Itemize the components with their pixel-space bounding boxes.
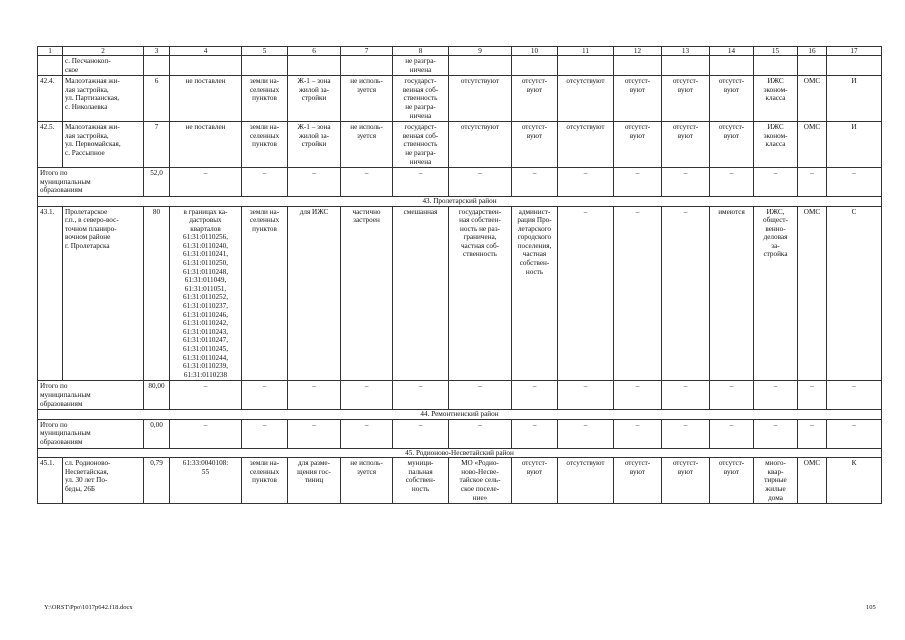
gas-cell: отсутст- вуют (662, 122, 710, 168)
empty-dash-cell: – (662, 381, 710, 410)
empty-dash-cell: – (449, 168, 512, 197)
restrictions-cell: отсутствуют (558, 458, 614, 504)
empty-dash-cell: – (393, 381, 449, 410)
empty-dash-cell: – (614, 168, 662, 197)
empty-dash-cell: – (710, 168, 754, 197)
empty-dash-cell: – (170, 168, 242, 197)
empty-dash-cell: – (393, 419, 449, 448)
table-row (38, 458, 882, 504)
empty-dash-cell: – (288, 419, 341, 448)
empty-dash-cell: – (754, 168, 798, 197)
use-type-cell: Ж-1 – зона жилой за- стройки (288, 76, 341, 122)
power-cell: отсутст- вуют (710, 76, 754, 122)
gas-cell: отсутст- вуют (662, 458, 710, 504)
empty-dash-cell: – (798, 168, 827, 197)
land-category-cell: земли на- селенных пунктов (242, 206, 288, 381)
priority-cell: И (827, 122, 882, 168)
authority-cell: ОМС (798, 206, 827, 381)
row-number-cell: 42.4. (38, 76, 63, 122)
area-cell: 0,79 (144, 458, 170, 504)
area-cell (144, 56, 170, 76)
column-number: 12 (614, 47, 662, 56)
empty-dash-cell: – (662, 168, 710, 197)
ownership-cell: муници- пальная собствен- ность (393, 458, 449, 504)
priority-cell: С (827, 206, 882, 381)
usage-state-cell: не исполь- зуется (341, 76, 393, 122)
encumbrance-cell: отсутст- вуют (512, 122, 558, 168)
encumbrance-cell: отсутст- вуют (512, 76, 558, 122)
restrictions-cell: – (558, 206, 614, 381)
priority-cell: И (827, 76, 882, 122)
total-area-value: 52,0 (144, 168, 170, 197)
empty-dash-cell: – (614, 381, 662, 410)
table-row (38, 206, 882, 381)
restrictions-cell: отсутствуют (558, 122, 614, 168)
cadastral-cell: в границах ка- дастровых кварталов 61:31:0110256, 61:31:0110240, 61:31:0110241, 61:31:0110250, 61:31:0110248, 61:31:011049, 61:31:011051, 61:31:0110252, 61:31:0110237, 61:31:0110246, 61:31:0110242, 61:31:0110243, 61:31:0110247, 61:31:0110245, 61:31:0110244, 61:31:0110239, 61:31:0110238 (170, 206, 242, 381)
table-row (38, 122, 882, 168)
empty-dash-cell: – (662, 419, 710, 448)
total-row (38, 419, 882, 448)
empty-dash-cell: – (827, 419, 882, 448)
owner-cell: отсутствуют (449, 122, 512, 168)
usage-state-cell (341, 56, 393, 76)
usage-state-cell: частично застроен (341, 206, 393, 381)
authority-cell (798, 56, 827, 76)
ownership-cell: государст- венная соб- ственность не разгра- ничена (393, 122, 449, 168)
owner-cell: МО «Родио- ново-Несве- тайское сель- ское поселе- ние» (449, 458, 512, 504)
land-category-cell: земли на- селенных пунктов (242, 122, 288, 168)
column-number: 4 (170, 47, 242, 56)
water-cell (614, 56, 662, 76)
empty-dash-cell: – (288, 381, 341, 410)
column-number: 11 (558, 47, 614, 56)
cadastral-cell (170, 56, 242, 76)
authority-cell: ОМС (798, 458, 827, 504)
table-row (38, 76, 882, 122)
owner-cell: отсутствуют (449, 76, 512, 122)
encumbrance-cell (512, 56, 558, 76)
use-type-cell (288, 56, 341, 76)
priority-cell: К (827, 458, 882, 504)
section-title: 44. Ремонтненский район (38, 410, 882, 420)
column-number: 1 (38, 47, 63, 56)
use-type-cell: для ИЖС (288, 206, 341, 381)
empty-dash-cell: – (242, 419, 288, 448)
empty-dash-cell: – (558, 168, 614, 197)
land-plots-table (37, 46, 882, 504)
owner-cell: государствен- ная собствен- ность не раз- граничена, частная соб- ственность (449, 206, 512, 381)
empty-dash-cell: – (288, 168, 341, 197)
authority-cell: ОМС (798, 76, 827, 122)
location-cell: Пролетарское г.п., в северо-вос- точном планиро- вочном районе г. Пролетарска (63, 206, 144, 381)
encumbrance-cell: админист- рация Про- летарского городского поселения, частная собствен- ность (512, 206, 558, 381)
section-title: 43. Пролетарский район (38, 196, 882, 206)
empty-dash-cell: – (242, 168, 288, 197)
empty-dash-cell: – (512, 168, 558, 197)
gas-cell (662, 56, 710, 76)
water-cell: отсутст- вуют (614, 122, 662, 168)
empty-dash-cell: – (558, 381, 614, 410)
empty-dash-cell: – (710, 381, 754, 410)
restrictions-cell (558, 56, 614, 76)
power-cell: отсутст- вуют (710, 458, 754, 504)
area-cell: 80 (144, 206, 170, 381)
total-row (38, 168, 882, 197)
purpose-cell: ИЖС эконом- класса (754, 122, 798, 168)
column-number: 13 (662, 47, 710, 56)
row-number-cell: 42.5. (38, 122, 63, 168)
column-number: 7 (341, 47, 393, 56)
empty-dash-cell: – (827, 381, 882, 410)
purpose-cell (754, 56, 798, 76)
empty-dash-cell: – (827, 168, 882, 197)
area-cell: 7 (144, 122, 170, 168)
purpose-cell: много- квар- тирные жилые дома (754, 458, 798, 504)
land-category-cell: земли на- селенных пунктов (242, 458, 288, 504)
empty-dash-cell: – (170, 381, 242, 410)
total-row (38, 381, 882, 410)
land-category-cell: земли на- селенных пунктов (242, 76, 288, 122)
authority-cell: ОМС (798, 122, 827, 168)
usage-state-cell: не исполь- зуется (341, 458, 393, 504)
document-page (37, 46, 882, 504)
empty-dash-cell: – (393, 168, 449, 197)
location-cell: Малоэтажная жи- лая застройка, ул. Партизанская, с. Николаевка (63, 76, 144, 122)
area-cell: 6 (144, 76, 170, 122)
restrictions-cell: отсутствуют (558, 76, 614, 122)
usage-state-cell: не исполь- зуется (341, 122, 393, 168)
purpose-cell: ИЖС эконом- класса (754, 76, 798, 122)
column-number: 16 (798, 47, 827, 56)
total-label: Итого по муниципальным образованиям (38, 168, 144, 197)
purpose-cell: ИЖС, общест- венно- деловая за- стройка (754, 206, 798, 381)
row-number-cell (38, 56, 63, 76)
ownership-cell: не разгра- ничена (393, 56, 449, 76)
column-number: 6 (288, 47, 341, 56)
power-cell: имеются (710, 206, 754, 381)
cadastral-cell: не поставлен (170, 76, 242, 122)
row-number-cell: 43.1. (38, 206, 63, 381)
total-label: Итого по муниципальным образованиям (38, 419, 144, 448)
water-cell: отсутст- вуют (614, 76, 662, 122)
use-type-cell: Ж-1 – зона жилой за- стройки (288, 122, 341, 168)
column-number: 8 (393, 47, 449, 56)
empty-dash-cell: – (798, 381, 827, 410)
land-category-cell (242, 56, 288, 76)
total-area-value: 0,00 (144, 419, 170, 448)
footer-page-number: 105 (866, 604, 876, 611)
empty-dash-cell: – (449, 419, 512, 448)
empty-dash-cell: – (512, 381, 558, 410)
row-number-cell: 45.1. (38, 458, 63, 504)
table-row (38, 56, 882, 76)
gas-cell: отсутст- вуют (662, 76, 710, 122)
cadastral-cell: 61:33:0040108: 55 (170, 458, 242, 504)
location-cell: сл. Родионово- Несветайская, ул. 30 лет По- беды, 26Б (63, 458, 144, 504)
column-number: 14 (710, 47, 754, 56)
empty-dash-cell: – (341, 381, 393, 410)
section-header-row (38, 448, 882, 458)
column-number: 2 (63, 47, 144, 56)
empty-dash-cell: – (558, 419, 614, 448)
total-area-value: 80,00 (144, 381, 170, 410)
footer-file-path: Y:\ORST\Ppo\1017p642.f18.docx (44, 604, 133, 611)
ownership-cell: смешанная (393, 206, 449, 381)
column-number: 10 (512, 47, 558, 56)
empty-dash-cell: – (754, 419, 798, 448)
water-cell: – (614, 206, 662, 381)
empty-dash-cell: – (710, 419, 754, 448)
column-number: 15 (754, 47, 798, 56)
gas-cell: – (662, 206, 710, 381)
location-cell: Малоэтажная жи- лая застройка, ул. Первомайская, с. Рассыпное (63, 122, 144, 168)
empty-dash-cell: – (449, 381, 512, 410)
power-cell: отсутст- вуют (710, 122, 754, 168)
column-number: 3 (144, 47, 170, 56)
section-header-row (38, 196, 882, 206)
empty-dash-cell: – (754, 381, 798, 410)
ownership-cell: государст- венная соб- ственность не разгра- ничена (393, 76, 449, 122)
empty-dash-cell: – (614, 419, 662, 448)
column-number: 9 (449, 47, 512, 56)
column-number: 5 (242, 47, 288, 56)
empty-dash-cell: – (512, 419, 558, 448)
section-title: 45. Родионово-Несветайский район (38, 448, 882, 458)
cadastral-cell: не поставлен (170, 122, 242, 168)
use-type-cell: для разме- щения гос- тиниц (288, 458, 341, 504)
location-cell: с. Песчанокоп- ское (63, 56, 144, 76)
empty-dash-cell: – (170, 419, 242, 448)
column-number: 17 (827, 47, 882, 56)
empty-dash-cell: – (341, 168, 393, 197)
encumbrance-cell: отсутст- вуют (512, 458, 558, 504)
empty-dash-cell: – (341, 419, 393, 448)
water-cell: отсутст- вуют (614, 458, 662, 504)
priority-cell (827, 56, 882, 76)
owner-cell (449, 56, 512, 76)
total-label: Итого по муниципальным образованиям (38, 381, 144, 410)
empty-dash-cell: – (798, 419, 827, 448)
power-cell (710, 56, 754, 76)
empty-dash-cell: – (242, 381, 288, 410)
column-number-row (38, 47, 882, 56)
section-header-row (38, 410, 882, 420)
